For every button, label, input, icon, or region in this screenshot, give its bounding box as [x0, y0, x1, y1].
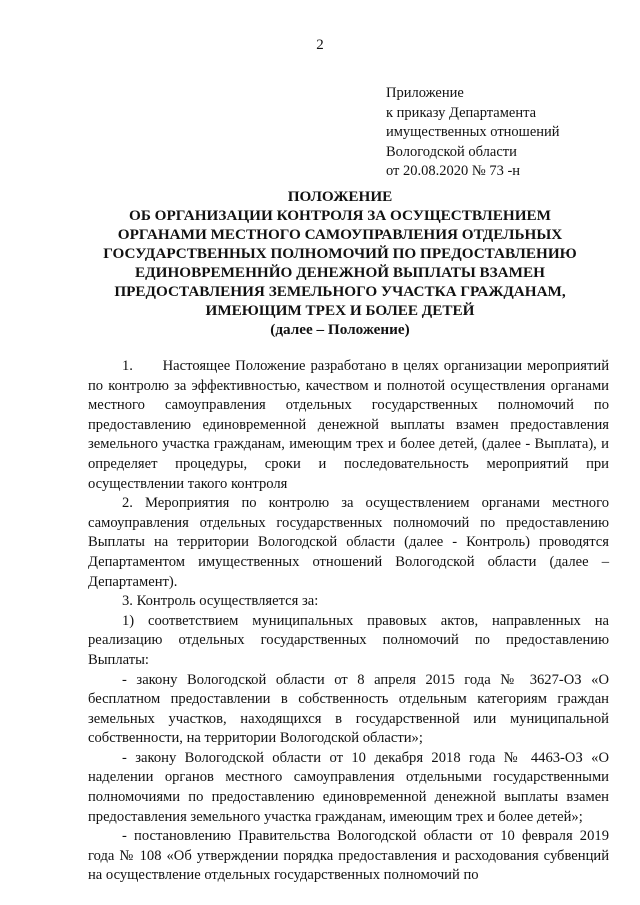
title-line: ОБ ОРГАНИЗАЦИИ КОНТРОЛЯ ЗА ОСУЩЕСТВЛЕНИЕМ: [129, 207, 551, 224]
document-title: [60, 187, 620, 339]
appendix-line: имущественных отношений: [386, 124, 560, 140]
title-line: ПРЕДОСТАВЛЕНИЯ ЗЕМЕЛЬНОГО УЧАСТКА ГРАЖДАНАМ,: [114, 283, 566, 300]
paragraph-7: - постановлению Правительства Вологодской области от 10 февраля 2019 года № 108 «Об утверждении порядка предоставления и расходования субвенций на осуществление отдельных государственных полномочий по: [88, 828, 609, 884]
paragraph-2: 2. Мероприятия по контролю за осуществлением органами местного самоуправления отдельных государственных полномочий по предоставлению Выплаты на территории Вологодской области (далее - Контроль) проводятся Департаментом имущественных отношений Вологодской области (далее – Департамент).: [88, 495, 609, 590]
appendix-line: Приложение: [386, 85, 464, 101]
title-line: ПОЛОЖЕНИЕ: [287, 188, 393, 205]
paragraph-6: - закону Вологодской области от 10 декабря 2018 года № 4463-ОЗ «О наделении органов местного самоуправления отдельными государственными полномочиями по предоставлению единовременной денежной выплаты взамен предоставления земельного участка гражданам, имеющим трех и более детей»;: [88, 749, 609, 825]
appendix-block: [386, 84, 560, 182]
page-number: 2: [316, 37, 324, 53]
paragraph-1: 1. Настоящее Положение разработано в целях организации мероприятий по контролю за эффективностью, качеством и полнотой осуществления органами местного самоуправления отдельных государственных полномочий по предоставлению единовременной денежной выплаты взамен предоставления земельного участка гражданам, имеющим трех и более детей, (далее - Выплата), и определяет процедуры, сроки и последовательность мероприятий при осуществлении такого контроля: [88, 358, 609, 492]
title-line: ОРГАНАМИ МЕСТНОГО САМОУПРАВЛЕНИЯ ОТДЕЛЬНЫХ: [117, 226, 563, 243]
title-subline: (далее – Положение): [270, 321, 410, 338]
appendix-line: к приказу Департамента: [386, 104, 537, 121]
title-line: ИМЕЮЩИМ ТРЕХ И БОЛЕЕ ДЕТЕЙ: [205, 302, 475, 319]
paragraph-5: - закону Вологодской области от 8 апреля 2015 года № 3627-ОЗ «О бесплатном предоставлении в собственность отдельным категориям граждан земельных участков, находящихся в государственной или муниципальной собственности, на территории Вологодской области»;: [88, 671, 609, 747]
appendix-line: от 20.08.2020 № 73 -н: [386, 163, 521, 179]
title-line: ГОСУДАРСТВЕННЫХ ПОЛНОМОЧИЙ ПО ПРЕДОСТАВЛЕНИЮ: [103, 245, 577, 262]
paragraph-4: 1) соответствием муниципальных правовых актов, направленных на реализацию отдельных государственных полномочий по предоставлению Выплаты:: [88, 612, 609, 668]
title-line: ЕДИНОВРЕМЕННЙО ДЕНЕЖНОЙ ВЫПЛАТЫ ВЗАМЕН: [135, 264, 545, 281]
appendix-line: Вологодской области: [386, 143, 517, 160]
document-body: [88, 357, 609, 886]
paragraph-3: 3. Контроль осуществляется за:: [122, 593, 319, 610]
